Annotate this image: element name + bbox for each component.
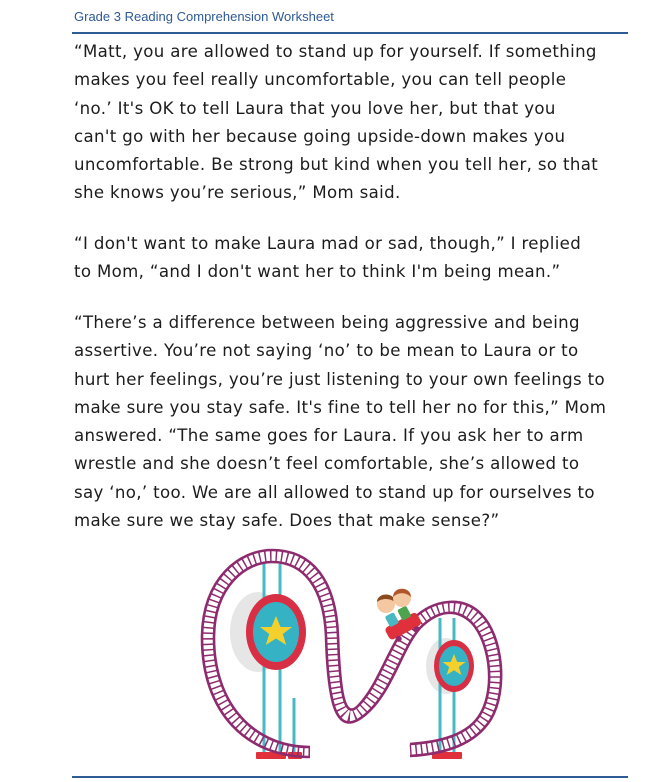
story-paragraph-3: “There’s a difference between being aggressive and being assertive. You’re not saying ‘no’ to be mean to Laura or to hurt her feelings, you’re just listening to your own feelings to make sure you stay safe. It's fine to tell her no for this,” Mom answered. “The same goes for Laura. If you ask her to arm wrestle and she doesn’t feel comfortable, she’s allowed to say ‘no,’ too. We are all allowed to stand up for ourselves to make sure we stay safe. Does that make sense?”	[74, 313, 607, 531]
roller-coaster-illustration	[190, 548, 530, 768]
child-left-head	[377, 595, 395, 614]
story-paragraph-1: “Matt, you are allowed to stand up for yourself. If something makes you feel really uncomfortable, you can tell people ‘no.’ It's OK to tell Laura that you love her, but that you can't go with her because going upside-down makes you uncomfortable. Be strong but kind when you tell her, so that she knows you’re serious,” Mom said.	[74, 42, 599, 203]
header-divider	[72, 32, 628, 34]
footer-divider	[72, 776, 628, 778]
worksheet-header-title: Grade 3 Reading Comprehension Worksheet	[74, 9, 334, 24]
left-star-circle	[246, 594, 306, 670]
child-right-head	[393, 589, 411, 607]
right-star-circle	[434, 640, 474, 692]
story-paragraph-2: “I don't want to make Laura mad or sad, though,” I replied to Mom, “and I don't want her to think I'm being mean.”	[74, 234, 582, 282]
